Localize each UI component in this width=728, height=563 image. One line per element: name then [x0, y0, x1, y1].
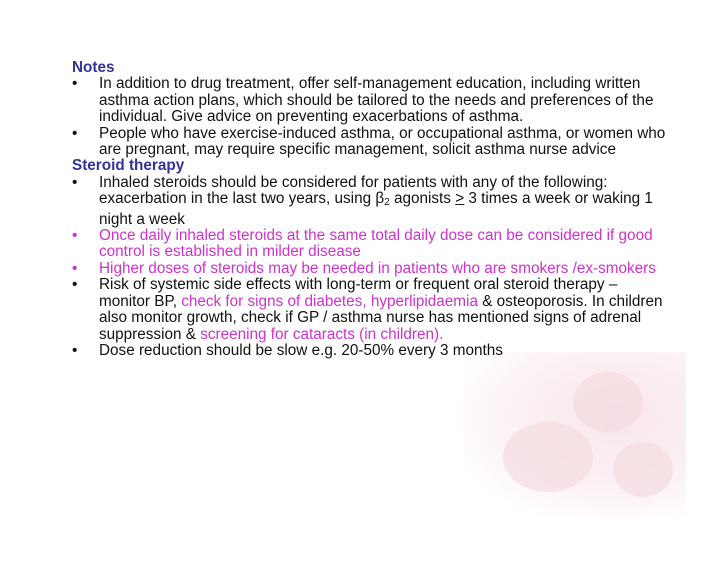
steroid-item-higher-doses: • Higher doses of steroids may be needed in patients who are smokers /ex-smokers	[72, 259, 656, 277]
highlight-text: check for signs of diabetes, hyperlipidaemia	[181, 292, 478, 310]
steroid-item-dose-reduction: • Dose reduction should be slow e.g. 20-50% every 3 months	[72, 341, 503, 359]
bullet-icon: •	[72, 341, 78, 359]
highlight-text: screening for cataracts (in children).	[200, 325, 444, 343]
bullet-icon: •	[72, 259, 78, 277]
notes-item: • In addition to drug treatment, offer self-management education, including written asthma action plans, which should be tailored to the needs and preferences of the individual. Give advice on preventing exacerbations of asthma.	[72, 75, 654, 126]
steroid-item-once-daily: • Once daily inhaled steroids at the same total daily dose can be considered if good control is established in milder disease	[72, 227, 653, 261]
bullet-icon: •	[72, 227, 78, 245]
bullet-icon: •	[72, 75, 78, 93]
slide-content	[72, 60, 672, 359]
steroid-item-systemic-risk: • Risk of systemic side effects with long-term or frequent oral steroid therapy – monitor BP, check for signs of diabetes, hyperlipidaemia & osteoporosis. In children also monitor growth, check if GP / asthma nurse has mentioned signs of adrenal suppression & screening for cataracts (in children).	[72, 276, 663, 343]
bullet-icon: •	[72, 276, 78, 294]
bullet-icon: •	[72, 173, 78, 191]
steroid-item-inhaled: • Inhaled steroids should be considered for patients with any of the following: exacerbation in the last two years, using $\beta_2$ agonists > 3 times a week or waking 1 night a week	[72, 173, 653, 228]
decorative-background-image	[463, 352, 686, 518]
beta-subscript: 2	[384, 197, 390, 209]
steroid-therapy-heading: Steroid therapy	[72, 157, 185, 175]
beta-symbol: β	[375, 190, 385, 208]
notes-heading: Notes	[72, 59, 115, 76]
gte-symbol: >	[455, 190, 465, 208]
notes-item: • People who have exercise-induced asthma, or occupational asthma, or women who are pregnant, may require specific management, solicit asthma nurse advice	[72, 124, 666, 159]
bullet-icon: •	[72, 124, 78, 142]
